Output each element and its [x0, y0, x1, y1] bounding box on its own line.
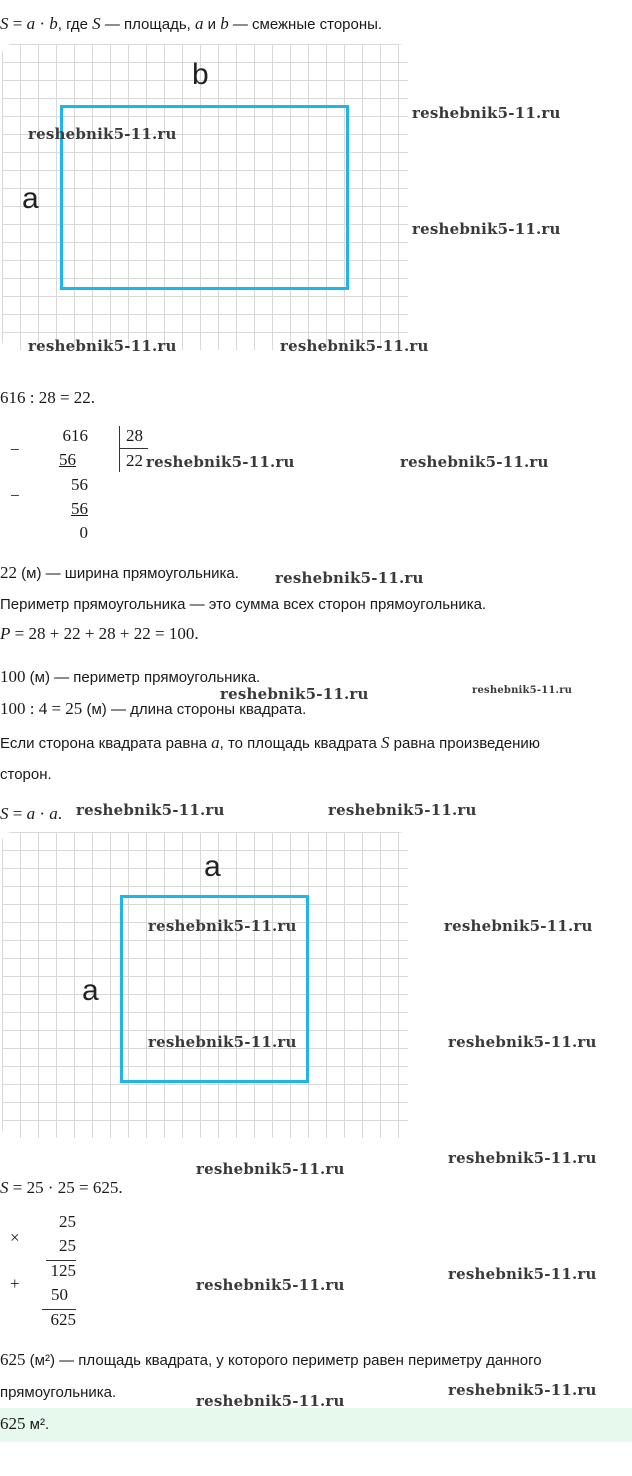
- var-s: S: [0, 14, 9, 33]
- minus-sign: −: [10, 486, 20, 505]
- division-bar: [119, 426, 120, 472]
- text: (м) — ширина прямоугольника.: [17, 565, 239, 582]
- answer-unit: м².: [25, 1416, 50, 1433]
- text: — смежные стороны.: [228, 16, 383, 33]
- division-expression: 616 : 28 = 22.: [0, 388, 96, 407]
- watermark: reshebnik5-11.ru: [220, 685, 369, 703]
- factor-1: 25: [59, 1212, 76, 1231]
- text: равна произведению: [389, 735, 541, 752]
- expression: 100 : 4 = 25: [0, 699, 83, 718]
- watermark: reshebnik5-11.ru: [28, 125, 177, 143]
- text: , то площадь квадрата: [219, 735, 382, 752]
- quotient-bar: [120, 448, 148, 449]
- watermark: reshebnik5-11.ru: [448, 1149, 597, 1167]
- label-a-top: a: [204, 850, 221, 883]
- watermark: reshebnik5-11.ru: [76, 801, 225, 819]
- var-s: S: [381, 733, 390, 752]
- period: .: [57, 804, 63, 823]
- equals: =: [8, 14, 27, 33]
- watermark: reshebnik5-11.ru: [196, 1276, 345, 1294]
- var-a: a: [26, 14, 36, 33]
- perimeter-result: [0, 667, 260, 687]
- var-b: b: [49, 14, 58, 33]
- watermark: reshebnik5-11.ru: [148, 917, 297, 935]
- dividend: 616: [62, 426, 88, 445]
- text: — площадь квадрата, у которого периметр равен периметру данного: [54, 1352, 542, 1369]
- quotient: 22: [126, 451, 143, 470]
- watermark: reshebnik5-11.ru: [444, 917, 593, 935]
- value: 22: [0, 563, 17, 582]
- comma: ,: [57, 16, 62, 33]
- dot: ·: [35, 14, 50, 33]
- var-a: a: [194, 14, 204, 33]
- text: где: [61, 16, 93, 33]
- watermark: reshebnik5-11.ru: [28, 337, 177, 355]
- watermark: reshebnik5-11.ru: [196, 1160, 345, 1178]
- minus-sign: −: [10, 440, 20, 459]
- partial-product-1: 125: [50, 1261, 76, 1280]
- text: — площадь,: [100, 16, 195, 33]
- subtrahend-1: 56: [59, 450, 76, 469]
- square-area-rule-line2: сторон.: [0, 766, 52, 783]
- times-sign: ×: [10, 1228, 20, 1247]
- text: (м) — длина стороны квадрата.: [82, 701, 307, 718]
- product: 625: [50, 1310, 76, 1329]
- area-result-line2: прямоугольника.: [0, 1384, 117, 1401]
- subtrahend-2: 56: [71, 499, 88, 518]
- var-a: a: [211, 733, 220, 752]
- label-a-side: a: [82, 974, 99, 1007]
- answer-text: [0, 1414, 49, 1434]
- var-a: a: [49, 804, 58, 823]
- watermark: reshebnik5-11.ru: [412, 104, 561, 122]
- watermark: reshebnik5-11.ru: [412, 220, 561, 238]
- watermark: reshebnik5-11.ru: [400, 453, 549, 471]
- area-calculation: S = 25 · 25 = 625.: [0, 1178, 123, 1197]
- formula-square-area: [0, 804, 62, 824]
- text: Если сторона квадрата равна: [0, 735, 212, 752]
- text: (м) — периметр прямоугольника.: [25, 669, 261, 686]
- watermark: reshebnik5-11.ru: [146, 453, 295, 471]
- var-s: S: [92, 14, 101, 33]
- remainder-final: 0: [79, 523, 88, 542]
- watermark: reshebnik5-11.ru: [448, 1265, 597, 1283]
- value: 625: [0, 1350, 26, 1369]
- width-result: [0, 563, 239, 583]
- answer-value: 625: [0, 1414, 26, 1433]
- label-a: a: [22, 182, 39, 215]
- watermark: reshebnik5-11.ru: [448, 1033, 597, 1051]
- var-s: S: [0, 804, 9, 823]
- factor-2: 25: [59, 1236, 76, 1255]
- answer-box: [0, 1408, 632, 1442]
- remainder-1: 56: [71, 475, 88, 494]
- watermark: reshebnik5-11.ru: [196, 1392, 345, 1410]
- watermark: reshebnik5-11.ru: [148, 1033, 297, 1051]
- unit: (м²): [25, 1352, 55, 1369]
- label-b: b: [192, 58, 209, 91]
- var-a: a: [26, 804, 36, 823]
- square-area-rule: [0, 733, 540, 753]
- watermark: reshebnik5-11.ru: [328, 801, 477, 819]
- equals: =: [8, 804, 27, 823]
- value: 100: [0, 667, 26, 686]
- var-b: b: [220, 14, 229, 33]
- perimeter-definition: Периметр прямоугольника — это сумма всех сторон прямоугольника.: [0, 596, 487, 613]
- text: и: [203, 16, 221, 33]
- watermark: reshebnik5-11.ru: [448, 1381, 597, 1399]
- watermark: reshebnik5-11.ru: [280, 337, 429, 355]
- area-result: [0, 1350, 542, 1370]
- watermark: reshebnik5-11.ru: [275, 569, 424, 587]
- watermark: reshebnik5-11.ru: [472, 685, 573, 696]
- dot: ·: [35, 804, 50, 823]
- perimeter-calculation: P = 28 + 22 + 28 + 22 = 100.: [0, 624, 199, 643]
- partial-product-2: 50: [51, 1285, 68, 1304]
- divisor: 28: [126, 426, 143, 445]
- plus-sign: +: [10, 1274, 20, 1293]
- rectangle-grid-figure: [2, 44, 408, 350]
- square-grid-figure: [2, 832, 408, 1138]
- formula-rectangle-area: [0, 14, 382, 34]
